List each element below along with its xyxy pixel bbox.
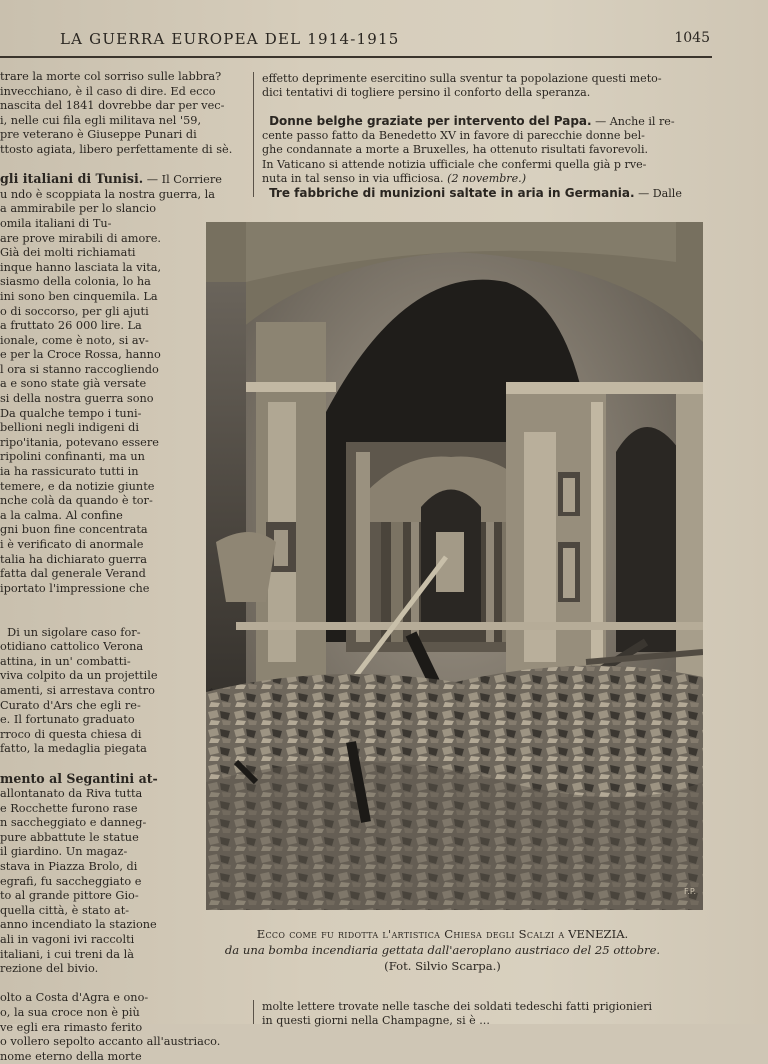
caption-line-1: Ecco come fu ridotta l'artistica Chiesa degli Scalzi a VENEZIA. [256, 927, 629, 941]
left-column-line: rezione del bivio. [0, 962, 99, 976]
left-column-line: are prove mirabili di amore. [0, 231, 161, 245]
left-column-line: ve egli era rimasto ferito [0, 1020, 143, 1034]
left-column-line: pre veterano è Giuseppe Punari di [0, 128, 197, 142]
right-column-line [262, 129, 712, 143]
left-column-line: a la calma. Al confine [0, 508, 123, 522]
left-column-line: i è verificato di anormale [0, 538, 144, 551]
right-column-line [262, 72, 712, 86]
left-column-line: ripo'itania, potevano essere [0, 435, 159, 449]
line-continuation: — Anche il re- [591, 115, 675, 129]
left-column-line: ali in vagoni ivi raccolti [0, 933, 135, 947]
left-column-line: stava in Piazza Brolo, di [0, 860, 138, 874]
left-column-line: temere, e da notizie giunte [0, 479, 155, 493]
left-column-line: o di soccorso, per gli ajuti [0, 304, 149, 318]
left-column-line: amenti, si arrestava contro [0, 683, 155, 697]
line-text: dici tentativi di togliere persino il conforto della speranza. [262, 86, 591, 100]
line-continuation: — Il Corriere [143, 173, 222, 187]
left-column-line [0, 172, 246, 188]
left-column-line: a ammirabile per lo slancio [0, 202, 157, 216]
left-column-line: ia ha rassicurato tutti in [0, 465, 139, 479]
section-heading: Tre fabbriche di munizioni saltate in aria in Germania. [269, 185, 635, 200]
left-column-line: e. Il fortunato graduato [0, 713, 135, 727]
bottom-line: molte lettere trovate nelle tasche dei soldati tedeschi fatti prigionieri [262, 1000, 653, 1013]
right-column-line [262, 114, 712, 129]
right-column-line [262, 100, 712, 114]
line-text: nuta in tal senso in via ufficiosa. [262, 171, 444, 185]
left-column-line: Già dei molti richiamati [0, 246, 136, 260]
right-column-line [262, 186, 712, 201]
right-column-text [262, 72, 712, 201]
left-column-line: siasmo della colonia, lo ha [0, 275, 151, 289]
right-column-line [262, 86, 712, 100]
left-column-line: allontanato da Riva tutta [0, 787, 143, 801]
left-column-line: a fruttato 26 000 lire. La [0, 319, 142, 333]
section-heading: gli italiani di Tunisi. [0, 171, 144, 187]
section-heading: mento al Segantini at- [0, 770, 158, 786]
left-column-line: nome eterno della morte [0, 1049, 142, 1063]
line-text [262, 100, 266, 113]
left-column-line: viva colpito da un projettile [0, 669, 158, 683]
left-column-line: omila italiani di Tu- [0, 216, 112, 230]
left-column-line: italiani, i cui treni da là [0, 947, 134, 961]
left-column-line: ttosto agiata, libero perfettamente di sè. [0, 142, 233, 156]
left-column-line: nche colà da quando è tor- [0, 494, 153, 508]
left-column-line: olto a Costa d'Agra e ono- [0, 991, 149, 1005]
left-column-line: to al grande pittore Gio- [0, 889, 139, 903]
left-column-line: talia ha dichiarato guerra [0, 552, 148, 566]
photo-caption [170, 926, 715, 974]
left-column-line: inque hanno lasciata la vita, [0, 260, 162, 274]
left-column-line: u ndo è scoppiata la nostra guerra, la [0, 187, 215, 201]
left-column-line: invecchiano, è il caso di dire. Ed ecco [0, 84, 216, 98]
left-column-line: ionale, come è noto, si av- [0, 333, 149, 347]
caption-city: VENEZIA. [568, 927, 629, 941]
left-column-line: n saccheggiato e danneg- [0, 816, 147, 830]
left-column-line: iportato l'impressione che [0, 581, 150, 595]
left-column-line: e per la Croce Rossa, hanno [0, 348, 161, 362]
left-column-line: trare la morte col sorriso sulle labbra? [0, 70, 222, 83]
left-column-line [0, 158, 246, 173]
left-column-line: fatto, la medaglia piegata [0, 742, 147, 756]
left-column-line: si della nostra guerra sono [0, 392, 154, 406]
left-column-line: Curato d'Ars che egli re- [0, 698, 141, 712]
left-column-line: pure abbattute le statue [0, 830, 139, 844]
line-text: cente passo fatto da Benedetto XV in favore di parecchie donne bel- [262, 129, 645, 143]
line-continuation: — Dalle [634, 186, 682, 200]
left-column-line: ini sono ben cinquemila. La [0, 289, 158, 303]
bottom-line: in questi giorni nella Champagne, si è ... [262, 1014, 490, 1027]
left-column-line: a e sono state già versate [0, 377, 147, 391]
left-column-line: i, nelle cui fila egli militava nel '59, [0, 113, 202, 127]
caption-credit: (Fot. Silvio Scarpa.) [384, 959, 501, 973]
photo-illustration [206, 222, 703, 910]
page-header [60, 30, 710, 52]
date-note: (2 novembre.) [443, 171, 527, 185]
photo-signature: F.P. [684, 887, 696, 896]
left-column-line: e Rocchette furono rase [0, 801, 138, 815]
left-column-line: gni buon fine concentrata [0, 523, 148, 537]
left-column-line: l ora si stanno raccogliendo [0, 362, 159, 376]
column-separator [253, 72, 254, 197]
left-column-line: Da qualche tempo i tuni- [0, 406, 142, 420]
left-column-line: otidiano cattolico Verona [0, 640, 144, 654]
left-column-line: o vollero sepolto accanto all'austriaco. [0, 1035, 221, 1049]
header-rule [0, 56, 712, 58]
running-title: LA GUERRA EUROPEA DEL 1914-1915 [60, 30, 400, 48]
caption-line-2: da una bomba incendiaria gettata dall'aeroplano austriaco del 25 ottobre. [224, 943, 661, 957]
section-heading: Donne belghe graziate per intervento del Papa. [269, 114, 592, 129]
left-column-line: il giardino. Un magaz- [0, 845, 128, 859]
church-ruins-photo [206, 222, 703, 910]
left-column-line: o, la sua croce non è più [0, 1006, 140, 1019]
left-column-line: Di un sigolare caso for- [0, 625, 141, 639]
left-column-line: anno incendiato la stazione [0, 918, 157, 932]
left-column-line: rroco di questa chiesa di [0, 727, 142, 741]
left-column-line: nascita del 1841 dovrebbe dar per vec- [0, 99, 225, 113]
left-column-line: quella città, è stato at- [0, 903, 130, 917]
line-text: ghe condannate a morte a Bruxelles, ha ottenuto risultati favorevoli. [262, 143, 649, 157]
right-column-line [262, 158, 712, 172]
line-text: In Vaticano si attende notizia ufficiale che confermi quella già p rve- [262, 157, 647, 171]
line-text: effetto deprimente esercitino sulla sventur ta popolazione questi meto- [262, 72, 662, 85]
page-number: 1045 [674, 30, 710, 46]
left-column-line [0, 977, 246, 992]
left-column-line: ripolini confinanti, ma un [0, 450, 145, 464]
right-column-line [262, 143, 712, 157]
left-column-line: fatta dal generale Verand [0, 567, 146, 581]
left-column-line: attina, in un' combatti- [0, 654, 131, 668]
left-column-line: bellioni negli indigeni di [0, 421, 140, 435]
right-column-line [262, 172, 712, 186]
left-column-line: egrafi, fu saccheggiato e [0, 874, 142, 888]
column-separator-bottom [253, 1000, 254, 1024]
